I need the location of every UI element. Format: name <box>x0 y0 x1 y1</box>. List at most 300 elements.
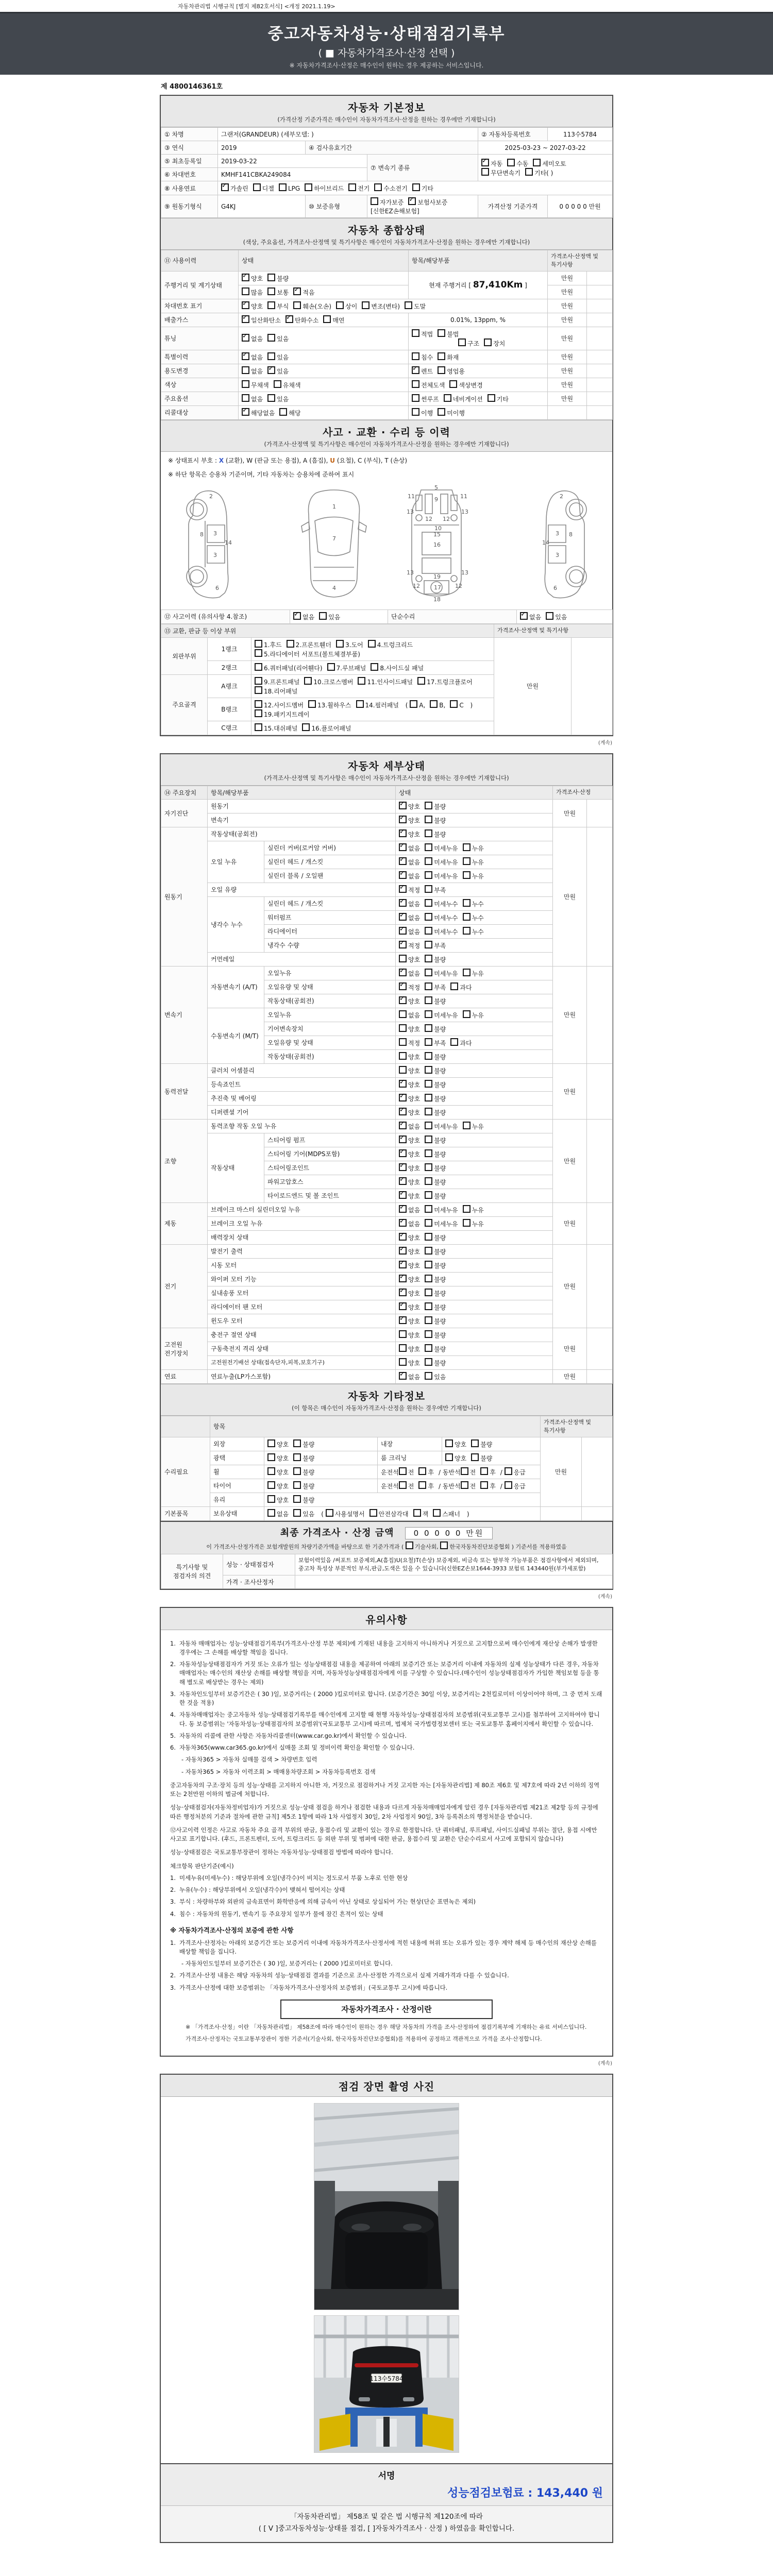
checkbox[interactable] <box>463 843 470 851</box>
checkbox-option[interactable] <box>242 301 263 311</box>
checkbox[interactable] <box>399 1094 407 1101</box>
checkbox[interactable] <box>242 315 249 323</box>
checkbox[interactable] <box>399 1191 407 1199</box>
checkbox[interactable] <box>285 315 293 323</box>
checkbox[interactable] <box>480 1481 488 1489</box>
checkbox-option[interactable] <box>399 1467 414 1477</box>
checkbox-option[interactable] <box>267 394 289 403</box>
checkbox[interactable] <box>425 1219 432 1227</box>
checkbox-option[interactable] <box>255 709 310 719</box>
checkbox-option[interactable] <box>463 913 484 922</box>
checkbox-option[interactable] <box>399 1094 420 1103</box>
checkbox[interactable] <box>445 1439 453 1447</box>
checkbox-option[interactable] <box>267 301 289 311</box>
checkbox-option[interactable] <box>323 315 344 325</box>
checkbox[interactable] <box>507 159 515 166</box>
checkbox[interactable] <box>425 1302 432 1310</box>
checkbox[interactable] <box>445 1453 453 1461</box>
checkbox-option[interactable] <box>293 287 314 297</box>
checkbox[interactable] <box>293 287 301 295</box>
checkbox[interactable] <box>425 1205 432 1213</box>
checkbox-option[interactable] <box>293 1453 314 1463</box>
checkbox[interactable] <box>399 1066 407 1074</box>
checkbox[interactable] <box>293 1467 301 1475</box>
checkbox-option[interactable] <box>463 1122 484 1131</box>
checkbox[interactable] <box>520 612 528 620</box>
checkbox-option[interactable] <box>399 1177 420 1187</box>
checkbox-option[interactable] <box>412 183 433 193</box>
checkbox-option[interactable] <box>308 700 351 709</box>
checkbox-option[interactable] <box>425 1080 446 1089</box>
checkbox-option[interactable] <box>425 927 458 936</box>
checkbox-option[interactable] <box>399 913 420 922</box>
checkbox[interactable] <box>371 663 378 671</box>
checkbox-option[interactable] <box>463 843 484 853</box>
checkbox-option[interactable] <box>267 1495 289 1504</box>
checkbox-option[interactable] <box>425 1219 458 1228</box>
checkbox-option[interactable] <box>425 1177 446 1187</box>
checkbox[interactable] <box>348 183 356 191</box>
checkbox-option[interactable] <box>399 1080 420 1089</box>
checkbox-option[interactable] <box>267 366 289 376</box>
checkbox[interactable] <box>399 1302 407 1310</box>
checkbox-option[interactable] <box>369 1509 409 1518</box>
checkbox-option[interactable] <box>458 338 479 348</box>
checkbox[interactable] <box>425 1052 432 1060</box>
checkbox[interactable] <box>438 366 445 374</box>
checkbox-option[interactable] <box>399 1149 420 1159</box>
checkbox[interactable] <box>267 352 275 360</box>
checkbox[interactable] <box>440 1541 448 1549</box>
checkbox-option[interactable] <box>267 287 289 297</box>
checkbox-option[interactable] <box>445 1453 466 1463</box>
checkbox[interactable] <box>480 1467 488 1475</box>
checkbox[interactable] <box>369 1509 377 1517</box>
checkbox[interactable] <box>399 1275 407 1282</box>
checkbox-option[interactable] <box>242 274 263 283</box>
checkbox[interactable] <box>406 1541 413 1549</box>
checkbox[interactable] <box>293 1481 301 1489</box>
checkbox[interactable] <box>425 1344 432 1352</box>
checkbox[interactable] <box>399 1122 407 1129</box>
checkbox-option[interactable] <box>399 1358 420 1367</box>
checkbox-option[interactable] <box>267 352 289 362</box>
checkbox-option[interactable] <box>425 1316 446 1326</box>
checkbox-option[interactable] <box>425 1191 446 1200</box>
checkbox-option[interactable] <box>255 686 297 696</box>
checkbox[interactable] <box>433 1509 441 1517</box>
checkbox[interactable] <box>425 1163 432 1171</box>
checkbox-option[interactable] <box>425 1024 446 1033</box>
checkbox[interactable] <box>425 1094 432 1101</box>
checkbox[interactable] <box>399 1136 407 1143</box>
checkbox-option[interactable] <box>425 1149 446 1159</box>
checkbox-option[interactable] <box>425 996 446 1006</box>
checkbox[interactable] <box>371 197 378 205</box>
checkbox[interactable] <box>242 287 249 295</box>
checkbox-option[interactable] <box>399 1219 420 1228</box>
checkbox-option[interactable] <box>425 1261 446 1270</box>
checkbox[interactable] <box>425 829 432 837</box>
checkbox[interactable] <box>425 1038 432 1046</box>
checkbox-option[interactable] <box>267 1439 289 1449</box>
checkbox-option[interactable] <box>293 612 314 621</box>
checkbox-option[interactable] <box>305 183 344 193</box>
checkbox-option[interactable] <box>255 649 360 658</box>
checkbox[interactable] <box>461 1467 468 1475</box>
checkbox[interactable] <box>279 408 287 416</box>
checkbox-option[interactable] <box>412 394 439 403</box>
checkbox-option[interactable] <box>425 1358 446 1367</box>
checkbox-option[interactable] <box>425 857 458 867</box>
checkbox[interactable] <box>425 885 432 893</box>
checkbox[interactable] <box>399 885 407 893</box>
checkbox[interactable] <box>242 366 249 374</box>
checkbox-option[interactable] <box>480 1467 496 1477</box>
checkbox[interactable] <box>242 352 249 360</box>
checkbox[interactable] <box>488 394 495 402</box>
checkbox-option[interactable] <box>399 1136 420 1145</box>
checkbox-option[interactable] <box>480 1481 496 1490</box>
checkbox-option[interactable] <box>399 857 420 867</box>
checkbox-option[interactable] <box>481 159 502 168</box>
checkbox-option[interactable] <box>399 1066 420 1075</box>
checkbox[interactable] <box>399 969 407 976</box>
checkbox[interactable] <box>255 640 262 648</box>
checkbox-option[interactable] <box>425 899 458 908</box>
checkbox[interactable] <box>425 1233 432 1241</box>
checkbox[interactable] <box>399 1038 407 1046</box>
checkbox-option[interactable] <box>293 1467 314 1477</box>
checkbox-option[interactable] <box>505 1467 526 1477</box>
checkbox[interactable] <box>505 1481 512 1489</box>
checkbox[interactable] <box>267 274 275 281</box>
checkbox[interactable] <box>425 1275 432 1282</box>
checkbox-option[interactable] <box>399 885 420 894</box>
checkbox[interactable] <box>323 315 331 323</box>
checkbox[interactable] <box>399 1205 407 1213</box>
checkbox[interactable] <box>267 1467 275 1475</box>
checkbox[interactable] <box>399 1289 407 1296</box>
checkbox-option[interactable] <box>255 640 282 649</box>
checkbox[interactable] <box>425 1191 432 1199</box>
checkbox[interactable] <box>242 394 249 402</box>
checkbox-option[interactable] <box>410 700 425 709</box>
checkbox-option[interactable] <box>326 1509 365 1518</box>
checkbox-option[interactable] <box>413 1509 429 1518</box>
checkbox[interactable] <box>358 677 365 685</box>
checkbox[interactable] <box>399 955 407 962</box>
checkbox-option[interactable] <box>399 996 420 1006</box>
checkbox-option[interactable] <box>463 969 484 978</box>
checkbox[interactable] <box>412 408 419 416</box>
checkbox-option[interactable] <box>399 955 420 964</box>
checkbox[interactable] <box>425 941 432 948</box>
checkbox-option[interactable] <box>267 1509 289 1518</box>
checkbox-option[interactable] <box>399 1481 414 1490</box>
checkbox-option[interactable] <box>255 677 299 686</box>
checkbox-option[interactable] <box>279 183 300 192</box>
checkbox-option[interactable] <box>520 612 541 621</box>
checkbox-option[interactable] <box>425 1108 446 1117</box>
checkbox[interactable] <box>399 1372 407 1380</box>
checkbox[interactable] <box>242 301 249 309</box>
checkbox[interactable] <box>418 1467 426 1475</box>
checkbox[interactable] <box>267 366 275 374</box>
checkbox-option[interactable] <box>368 640 413 649</box>
checkbox-option[interactable] <box>267 1467 289 1477</box>
checkbox[interactable] <box>399 1330 407 1338</box>
checkbox-option[interactable] <box>418 1481 434 1490</box>
checkbox-option[interactable] <box>425 1038 446 1047</box>
checkbox-option[interactable] <box>336 640 363 649</box>
checkbox-option[interactable] <box>399 1289 420 1298</box>
checkbox[interactable] <box>461 1481 468 1489</box>
checkbox[interactable] <box>463 871 470 879</box>
checkbox-option[interactable] <box>425 1344 446 1353</box>
checkbox-option[interactable] <box>242 334 263 343</box>
checkbox[interactable] <box>412 352 419 360</box>
checkbox-option[interactable] <box>399 1233 420 1242</box>
checkbox-option[interactable] <box>399 1316 420 1326</box>
checkbox[interactable] <box>399 1481 407 1489</box>
checkbox-option[interactable] <box>221 183 248 193</box>
checkbox-option[interactable] <box>425 1163 446 1173</box>
checkbox[interactable] <box>242 380 249 388</box>
checkbox-option[interactable] <box>461 1467 476 1477</box>
checkbox[interactable] <box>418 1481 426 1489</box>
checkbox[interactable] <box>425 899 432 907</box>
checkbox-option[interactable] <box>425 1233 446 1242</box>
checkbox[interactable] <box>267 301 275 309</box>
checkbox-option[interactable] <box>399 1275 420 1284</box>
checkbox[interactable] <box>399 1024 407 1032</box>
checkbox[interactable] <box>481 159 489 166</box>
checkbox-option[interactable] <box>399 1372 420 1381</box>
checkbox-option[interactable] <box>274 380 301 389</box>
checkbox-option[interactable] <box>430 700 445 709</box>
checkbox-option[interactable] <box>449 380 482 389</box>
checkbox-option[interactable] <box>471 1453 492 1463</box>
checkbox[interactable] <box>412 329 419 337</box>
checkbox[interactable] <box>399 1149 407 1157</box>
checkbox[interactable] <box>425 1066 432 1074</box>
checkbox-option[interactable] <box>371 663 424 672</box>
checkbox[interactable] <box>308 700 316 708</box>
checkbox-option[interactable] <box>399 1330 420 1340</box>
checkbox-option[interactable] <box>425 941 446 950</box>
checkbox[interactable] <box>399 982 407 990</box>
checkbox-option[interactable] <box>438 352 459 362</box>
checkbox-option[interactable] <box>463 927 484 936</box>
checkbox[interactable] <box>425 1177 432 1185</box>
checkbox-option[interactable] <box>293 1481 314 1490</box>
checkbox-option[interactable] <box>425 1302 446 1312</box>
checkbox[interactable] <box>425 1289 432 1296</box>
checkbox[interactable] <box>305 183 312 191</box>
checkbox-option[interactable] <box>425 982 446 992</box>
checkbox-option[interactable] <box>399 969 420 978</box>
checkbox[interactable] <box>425 857 432 865</box>
checkbox-option[interactable] <box>481 168 520 177</box>
checkbox-option[interactable] <box>399 1191 420 1200</box>
checkbox[interactable] <box>399 1177 407 1185</box>
checkbox[interactable] <box>463 1219 470 1227</box>
checkbox[interactable] <box>546 612 553 620</box>
checkbox[interactable] <box>425 1108 432 1115</box>
checkbox[interactable] <box>471 1439 479 1447</box>
checkbox[interactable] <box>463 899 470 907</box>
checkbox-option[interactable] <box>242 380 269 389</box>
checkbox-option[interactable] <box>450 700 463 709</box>
checkbox[interactable] <box>242 334 249 342</box>
checkbox-option[interactable] <box>408 197 447 207</box>
checkbox-option[interactable] <box>471 1439 492 1449</box>
checkbox[interactable] <box>471 1453 479 1461</box>
checkbox[interactable] <box>484 338 492 346</box>
checkbox[interactable] <box>425 1372 432 1380</box>
checkbox-option[interactable] <box>399 899 420 908</box>
checkbox[interactable] <box>425 871 432 879</box>
checkbox-option[interactable] <box>293 1439 314 1449</box>
checkbox[interactable] <box>463 927 470 935</box>
checkbox-option[interactable] <box>425 843 458 853</box>
checkbox[interactable] <box>399 1219 407 1227</box>
checkbox-option[interactable] <box>425 1094 446 1103</box>
checkbox-option[interactable] <box>463 1010 484 1020</box>
checkbox-option[interactable] <box>399 1163 420 1173</box>
checkbox-option[interactable] <box>425 1122 458 1131</box>
checkbox[interactable] <box>255 700 262 708</box>
checkbox[interactable] <box>399 857 407 865</box>
checkbox[interactable] <box>463 969 470 976</box>
checkbox[interactable] <box>463 1010 470 1018</box>
checkbox[interactable] <box>425 1122 432 1129</box>
checkbox-option[interactable] <box>399 1261 420 1270</box>
checkbox-option[interactable] <box>438 329 459 338</box>
checkbox[interactable] <box>221 183 229 191</box>
checkbox[interactable] <box>304 677 312 685</box>
checkbox-option[interactable] <box>438 408 465 417</box>
checkbox[interactable] <box>412 183 420 191</box>
checkbox[interactable] <box>255 677 262 685</box>
checkbox-option[interactable] <box>242 394 263 403</box>
checkbox[interactable] <box>463 857 470 865</box>
checkbox-option[interactable] <box>255 723 297 733</box>
checkbox-option[interactable] <box>399 927 420 936</box>
checkbox[interactable] <box>255 686 262 694</box>
checkbox[interactable] <box>293 301 301 309</box>
checkbox-option[interactable] <box>533 159 566 168</box>
checkbox-option[interactable] <box>399 982 420 992</box>
checkbox-option[interactable] <box>444 394 483 403</box>
checkbox-option[interactable] <box>253 183 274 193</box>
checkbox[interactable] <box>267 1453 275 1461</box>
checkbox-option[interactable] <box>242 408 275 417</box>
checkbox[interactable] <box>274 380 281 388</box>
checkbox-option[interactable] <box>242 366 263 376</box>
checkbox[interactable] <box>425 802 432 809</box>
checkbox[interactable] <box>399 871 407 879</box>
checkbox[interactable] <box>362 301 369 309</box>
checkbox[interactable] <box>399 899 407 907</box>
checkbox-option[interactable] <box>242 352 263 362</box>
checkbox[interactable] <box>425 969 432 976</box>
checkbox-option[interactable] <box>425 1205 458 1214</box>
checkbox[interactable] <box>425 955 432 962</box>
checkbox[interactable] <box>444 394 451 402</box>
checkbox[interactable] <box>425 1024 432 1032</box>
checkbox[interactable] <box>399 941 407 948</box>
checkbox-option[interactable] <box>450 982 472 992</box>
checkbox[interactable] <box>425 1261 432 1268</box>
checkbox[interactable] <box>399 802 407 809</box>
checkbox[interactable] <box>425 1080 432 1088</box>
checkbox-option[interactable] <box>412 408 433 417</box>
checkbox[interactable] <box>525 168 533 176</box>
checkbox-option[interactable] <box>425 885 446 894</box>
checkbox-option[interactable] <box>425 913 458 922</box>
checkbox[interactable] <box>279 183 287 191</box>
checkbox-option[interactable] <box>412 352 433 362</box>
checkbox[interactable] <box>399 913 407 921</box>
checkbox[interactable] <box>425 982 432 990</box>
checkbox[interactable] <box>412 394 419 402</box>
checkbox-option[interactable] <box>405 301 426 311</box>
checkbox[interactable] <box>242 408 249 416</box>
checkbox[interactable] <box>319 612 327 620</box>
checkbox[interactable] <box>253 183 261 191</box>
checkbox-option[interactable] <box>425 1275 446 1284</box>
checkbox-option[interactable] <box>463 871 484 880</box>
checkbox-option[interactable] <box>425 969 458 978</box>
checkbox[interactable] <box>336 640 344 648</box>
checkbox[interactable] <box>450 982 458 990</box>
checkbox-option[interactable] <box>463 1205 484 1214</box>
checkbox[interactable] <box>481 168 489 176</box>
checkbox[interactable] <box>399 996 407 1004</box>
checkbox-option[interactable] <box>425 816 446 825</box>
checkbox-option[interactable] <box>348 183 369 193</box>
checkbox-option[interactable] <box>399 816 420 825</box>
checkbox[interactable] <box>356 700 364 708</box>
checkbox-option[interactable] <box>507 159 528 168</box>
checkbox-option[interactable] <box>425 1066 446 1075</box>
checkbox-option[interactable] <box>445 1439 466 1449</box>
checkbox[interactable] <box>255 649 262 657</box>
checkbox-option[interactable] <box>399 1108 420 1117</box>
checkbox-option[interactable] <box>362 301 400 311</box>
checkbox[interactable] <box>463 1122 470 1129</box>
checkbox[interactable] <box>412 366 419 374</box>
checkbox[interactable] <box>255 709 262 717</box>
checkbox[interactable] <box>399 1261 407 1268</box>
checkbox-option[interactable] <box>425 829 446 839</box>
checkbox[interactable] <box>399 1163 407 1171</box>
checkbox[interactable] <box>293 1439 301 1447</box>
checkbox-option[interactable] <box>267 274 289 283</box>
checkbox[interactable] <box>505 1467 512 1475</box>
checkbox[interactable] <box>399 1467 407 1475</box>
checkbox-option[interactable] <box>418 1467 434 1477</box>
checkbox-option[interactable] <box>525 168 553 177</box>
checkbox[interactable] <box>242 274 249 281</box>
checkbox-option[interactable] <box>450 1038 472 1047</box>
checkbox[interactable] <box>533 159 541 166</box>
checkbox[interactable] <box>399 843 407 851</box>
checkbox-option[interactable] <box>399 1010 420 1020</box>
checkbox-option[interactable] <box>425 1330 446 1340</box>
